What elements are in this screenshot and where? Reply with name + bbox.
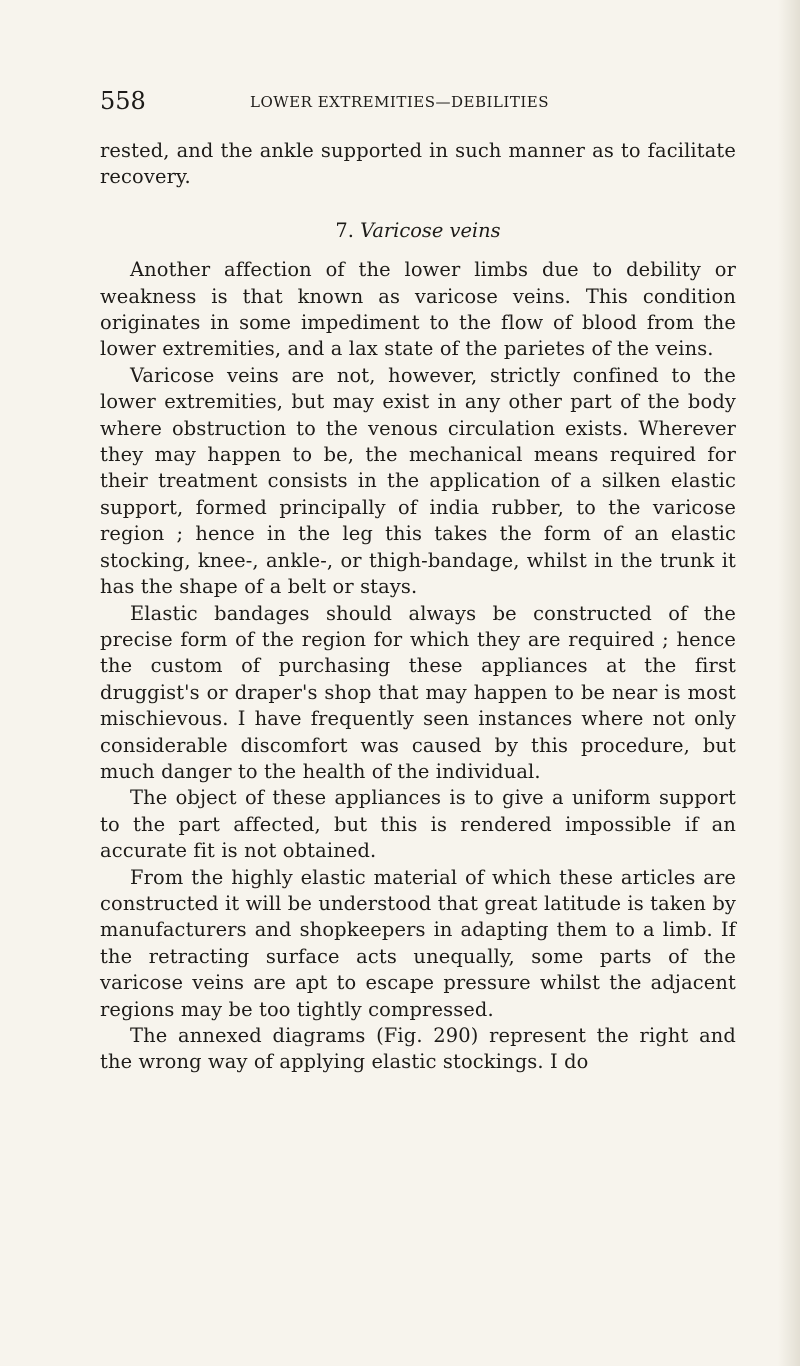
- paragraph: The object of these appliances is to give a uniform support to the part affected, but this is rendered impossible if an accurate fit is not obtained.: [100, 786, 736, 863]
- paragraph: From the highly elastic material of which these articles are constructed it will be understood that great latitude is taken by manufacturers and shopkeepers in adapting them to a limb. If the retracting surface acts unequally, some parts of the varicose veins are apt to escape pressure whilst the adjacent regions may be too tightly compressed.: [100, 865, 736, 1021]
- page-body: [100, 138, 736, 1076]
- opening-paragraph: rested, and the ankle supported in such manner as to facilitate recovery.: [100, 139, 736, 189]
- section-number: 7.: [335, 218, 354, 242]
- page-edge-shadow: [778, 0, 800, 1366]
- page-header: [100, 86, 710, 116]
- paragraph: Elastic bandages should always be constructed of the precise form of the region for which they are required ; hence the custom of purchasing these appliances at the first druggist's or draper's shop that may happen to be near is most mischievous. I have frequently seen instances where not only considerable discomfort was caused by this procedure, but much danger to the health of the individual.: [100, 601, 736, 783]
- section-heading: [100, 218, 736, 244]
- paragraph: Varicose veins are not, however, strictly confined to the lower extremities, but may exist in any other part of the body where obstruction to the venous circulation exists. Wherever they may happen to be, the mechanical means required for their treatment consists in the application of a silken elastic support, formed principally of india rubber, to the varicose region ; hence in the leg this takes the form of an elastic stocking, knee-, ankle-, or thigh-bandage, whilst in the trunk it has the shape of a belt or stays.: [100, 363, 736, 599]
- page-number: 558: [100, 87, 146, 115]
- running-head: LOWER EXTREMITIES—DEBILITIES: [250, 93, 549, 111]
- paragraph: The annexed diagrams (Fig. 290) represent the right and the wrong way of applying elastic stockings. I do: [100, 1024, 736, 1074]
- paragraph: Another affection of the lower limbs due to debility or weakness is that known as varicose veins. This condition originates in some impediment to the flow of blood from the lower extremities, and a lax state of the parietes of the veins.: [100, 258, 736, 361]
- section-title: Varicose veins: [360, 218, 501, 242]
